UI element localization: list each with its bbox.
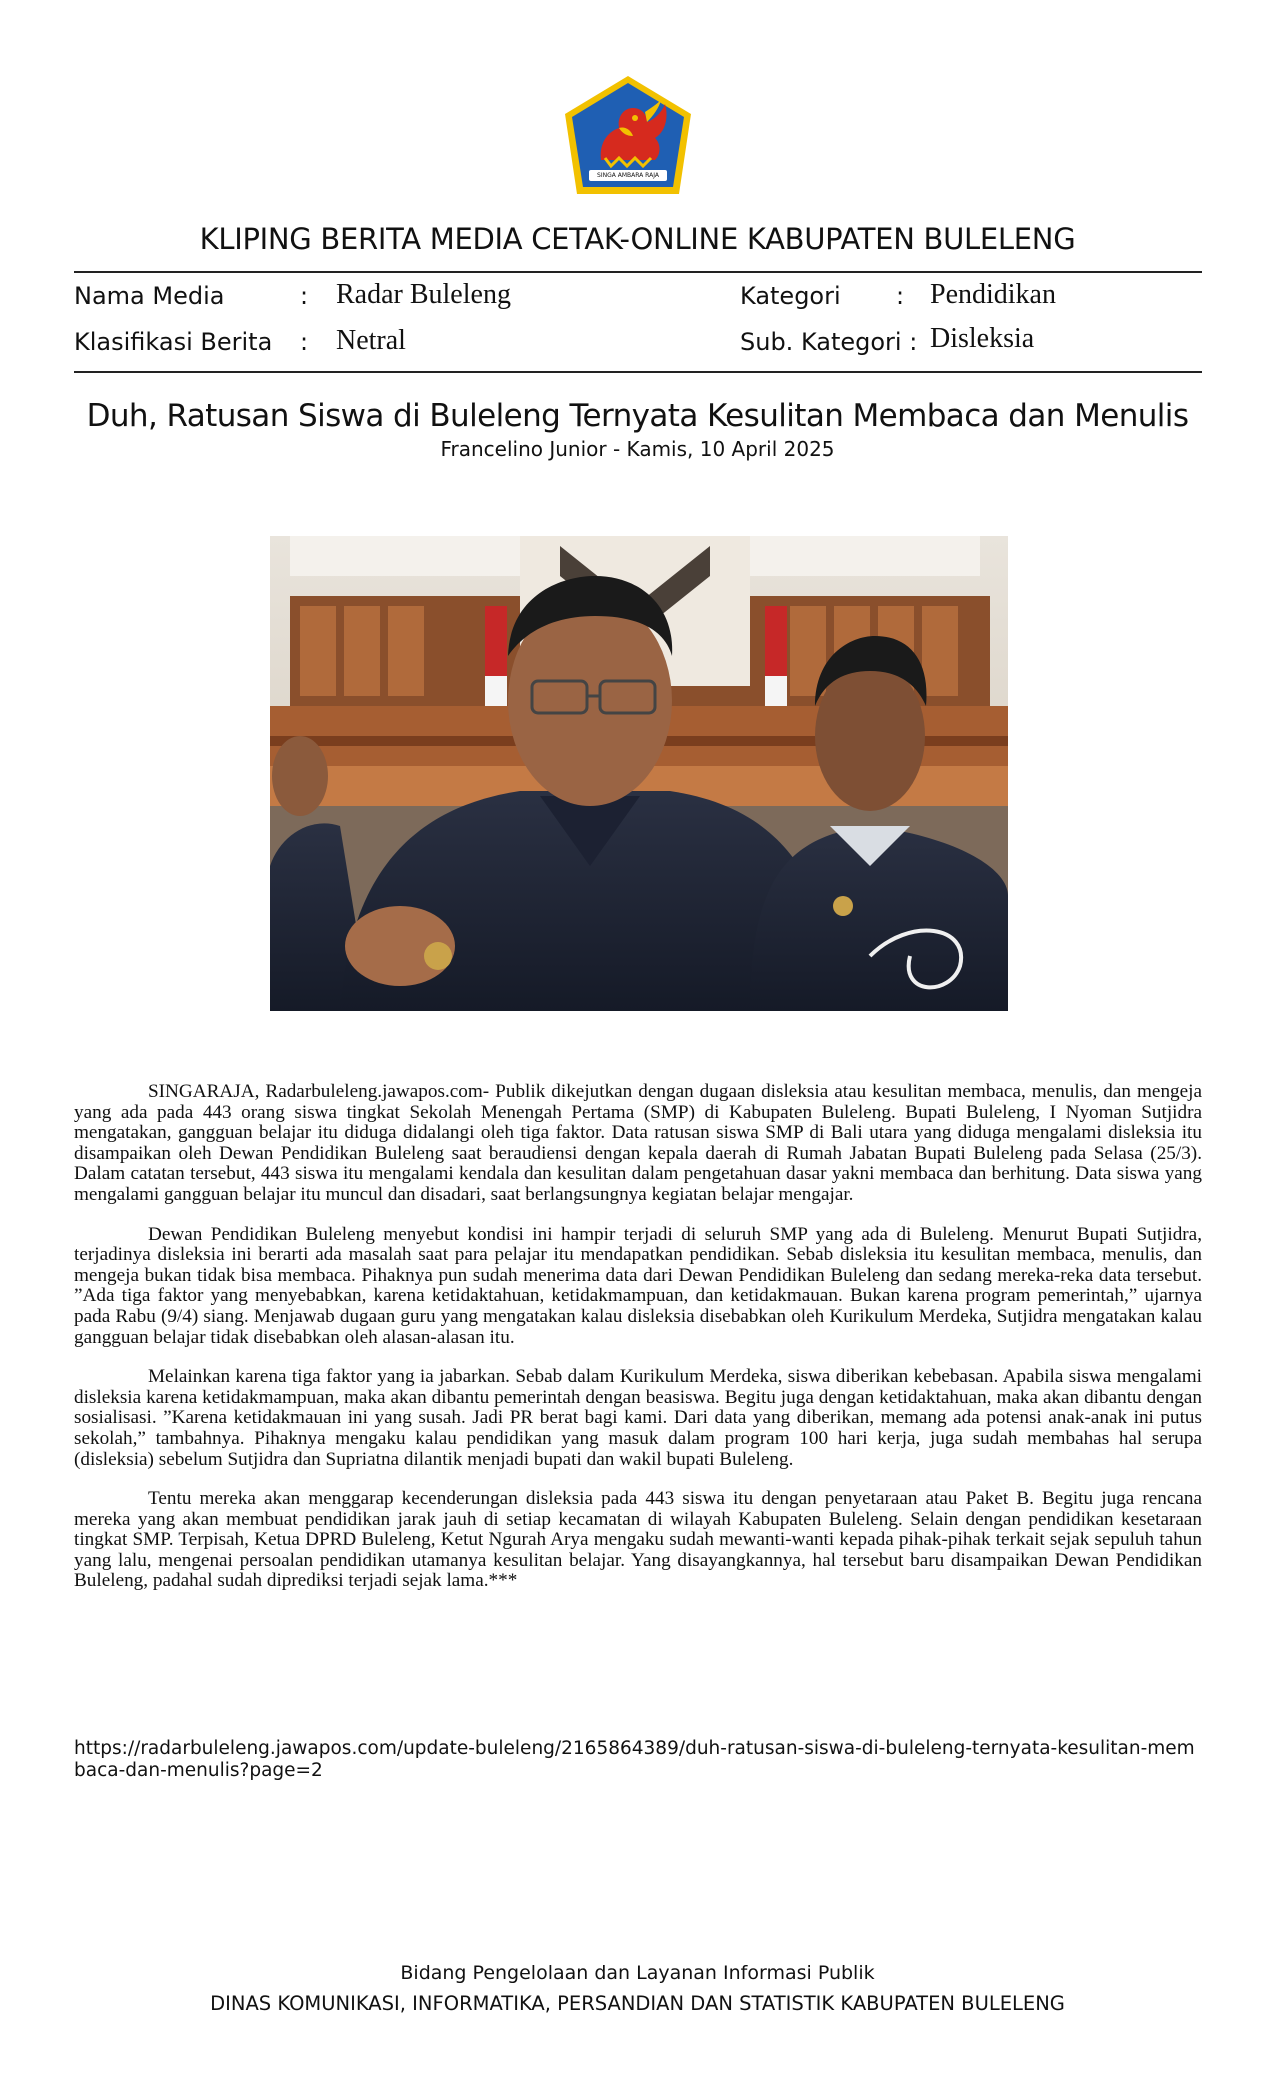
top-rule [74,271,1202,273]
meta-bottom-rule [74,371,1202,373]
article-body [74,1082,1202,1611]
media-label: Nama Media [74,282,225,310]
article-paragraph: Melainkan karena tiga faktor yang ia jabarkan. Sebab dalam Kurikulum Merdeka, siswa diberikan kebebasan. Apabila siswa mengalami disleksia karena ketidakmampuan, maka akan dibantu pemerintah dengan beasiswa. Begitu juga dengan ketidaktahuan, maka akan dibantu dengan sosialisasi. ”Karena ketidakmauan ini yang susah. Jadi PR berat bagi kami. Dari data yang diberikan, memang ada potensi anak-anak ini putus sekolah,” tambahnya. Pihaknya mengaku kalau pendidikan yang masuk dalam program 100 hari kerja, juga sudah membahas hal serupa (disleksia) sebelum Sutjidra dan Supriatna dilantik menjadi bupati dan wakil bupati Buleleng. [74,1366,1202,1470]
article-paragraph: Dewan Pendidikan Buleleng menyebut kondisi ini hampir terjadi di seluruh SMP yang ada di Buleleng. Menurut Bupati Sutjidra, terjadinya disleksia ini berarti ada masalah saat para pelajar itu mendapatkan pendidikan. Sebab disleksia itu kesulitan membaca, menulis, dan mengeja bukan tidak bisa membaca. Pihaknya pun sudah menerima data dari Dewan Pendidikan Buleleng dan sedang mereka-reka data tersebut. ”Ada tiga faktor yang menyebabkan, karena ketidaktahuan, ketidakmampuan, dan ketidakmauan. Bukan karena program pemerintah,” ujarnya pada Rabu (9/4) siang. Menjawab dugaan guru yang mengatakan kalau disleksia disebabkan oleh Kurikulum Merdeka, Sutjidra mengatakan kalau gangguan belajar tidak disebabkan oleh alasan-alasan itu. [74,1223,1202,1348]
media-value: Radar Buleleng [336,279,511,310]
footer-division: Bidang Pengelolaan dan Layanan Informasi Publik [400,1962,875,1984]
klasifikasi-colon: : [300,328,309,356]
article-headline: Duh, Ratusan Siswa di Buleleng Ternyata Kesulitan Membaca dan Menulis [86,398,1189,434]
kategori-colon: : [896,282,905,310]
document-title: KLIPING BERITA MEDIA CETAK-ONLINE KABUPATEN BULELENG [199,222,1076,256]
source-url[interactable]: https://radarbuleleng.jawapos.com/update-buleleng/2165864389/duh-ratusan-siswa-di-buleleng-ternyata-kesulitan-membaca-dan-menulis?page=2 [74,1738,1195,1781]
logo-motto: SINGA AMBARA RAJA [597,172,659,179]
article-paragraph: Tentu mereka akan menggarap kecenderungan disleksia pada 443 siswa itu dengan penyetaraan atau Paket B. Begitu juga rencana mereka yang akan membuat pendidikan jarak jauh di setiap kecamatan di wilayah Kabupaten Buleleng. Selain dengan pendidikan kesetaraan tingkat SMP. Terpisah, Ketua DPRD Buleleng, Ketut Ngurah Arya mengaku sudah mewanti-wanti kepada pihak-pihak terkait sejak sepuluh tahun yang lalu, mengenai persoalan pendidikan utamanya kesulitan belajar. Yang disayangkannya, hal tersebut baru disampaikan Dewan Pendidikan Buleleng, padahal sudah diprediksi terjadi sejak lama.*** [74,1488,1202,1592]
buleleng-crest-logo [561,74,695,198]
article-photo [270,536,1008,1011]
klasifikasi-label: Klasifikasi Berita [74,328,273,356]
article-paragraph: SINGARAJA, Radarbuleleng.jawapos.com- Publik dikejutkan dengan dugaan disleksia atau kesulitan membaca, menulis, dan mengeja yang ada pada 443 orang siswa tingkat Sekolah Menengah Pertama (SMP) di Kabupaten Buleleng. Bupati Buleleng, I Nyoman Sutjidra mengatakan, gangguan belajar itu diduga didalangi oleh tiga faktor. Data ratusan siswa SMP di Bali utara yang diduga mengalami disleksia itu disampaikan oleh Dewan Pendidikan Buleleng saat beraudiensi dengan kepala daerah di Rumah Jabatan Bupati Buleleng pada Selasa (25/3). Dalam catatan tersebut, 443 siswa itu mengalami kendala dan kesulitan dalam pengetahuan dasar yakni membaca dan berhitung. Data siswa yang mengalami gangguan belajar itu muncul dan disadari, saat berlangsungnya kegiatan belajar mengajar. [74,1081,1202,1205]
klasifikasi-value: Netral [336,325,406,356]
kategori-value: Pendidikan [930,279,1056,310]
subkategori-label: Sub. Kategori : [740,328,918,356]
kategori-label: Kategori [740,282,841,310]
footer-agency: DINAS KOMUNIKASI, INFORMATIKA, PERSANDIAN DAN STATISTIK KABUPATEN BULELENG [210,1992,1065,2015]
media-colon: : [300,282,309,310]
article-byline: Francelino Junior - Kamis, 10 April 2025 [440,437,835,461]
subkategori-value: Disleksia [930,323,1035,354]
